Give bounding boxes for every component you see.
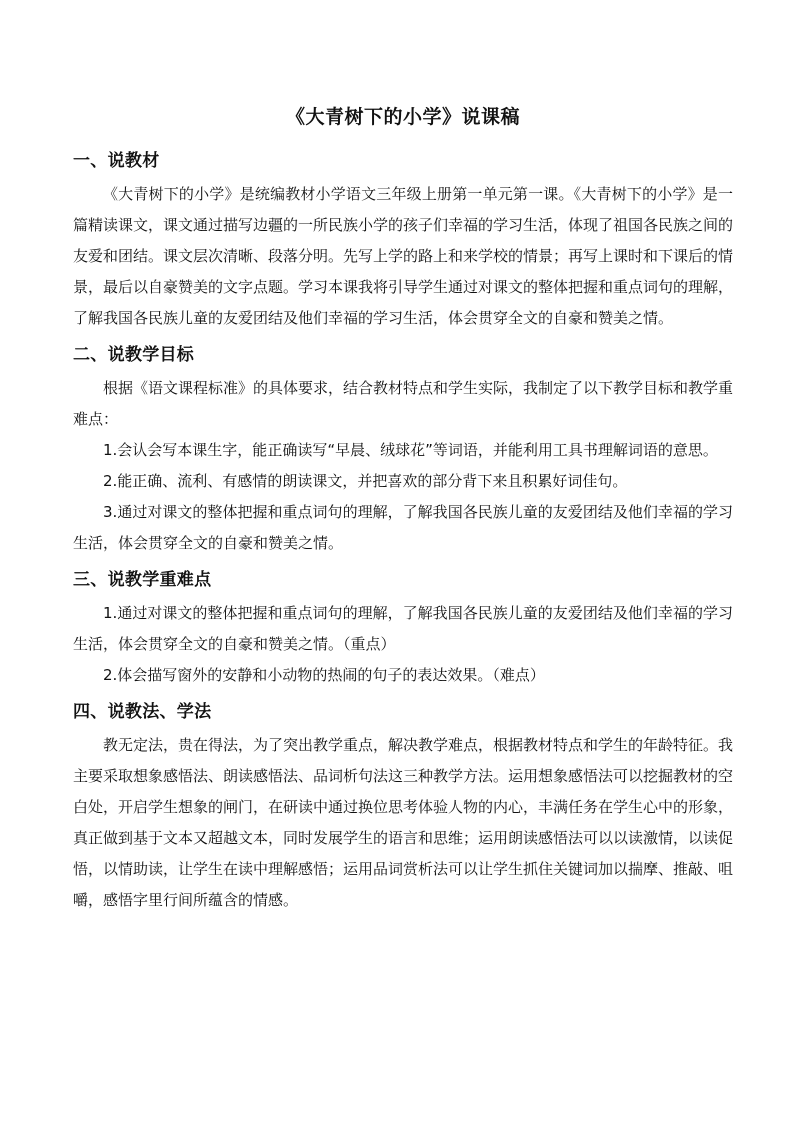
paragraph: 1.通过对课文的整体把握和重点词句的理解，了解我国各民族儿童的友爱团结及他们幸福的学习生活，体会贯穿全文的自豪和赞美之情。（重点） bbox=[73, 604, 733, 653]
paragraph: 根据《语文课程标准》的具体要求，结合教材特点和学生实际，我制定了以下教学目标和教学重难点： bbox=[73, 379, 734, 428]
section-teaching-methods bbox=[73, 696, 733, 916]
section-heading: 二、说教学目标 bbox=[73, 345, 195, 365]
paragraph: 1.会认会写本课生字，能正确读写“早晨、绒球花”等词语，并能利用工具书理解词语的意思。 bbox=[103, 441, 718, 459]
paragraph: 2.能正确、流利、有感情的朗读课文，并把喜欢的部分背下来且积累好词佳句。 bbox=[103, 472, 628, 490]
section-heading: 一、说教材 bbox=[73, 151, 160, 171]
section-teaching-goals bbox=[73, 339, 733, 559]
section-heading: 四、说教法、学法 bbox=[73, 702, 212, 722]
paragraph: 2.体会描写窗外的安静和小动物的热闹的句子的表达效果。（难点） bbox=[103, 666, 545, 684]
section-key-difficulties bbox=[73, 564, 733, 691]
paragraph: 教无定法，贵在得法，为了突出教学重点，解决教学难点，根据教材特点和学生的年龄特征。我主要采取想象感悟法、朗读感悟法、品词析句法这三种教学方法。运用想象感悟法可以挖掘教材的空白处，开启学生想象的闸门，在研读中通过换位思考体验人物的内心，丰满任务在学生心中的形象，真正做到基于文本又超越文本，同时发展学生的语言和思维；运用朗读感悟法可以以读激情，以读促悟，以情助读，让学生在读中理解感悟；运用品词赏析法可以让学生抓住关键词加以揣摩、推敲、咀嚼，感悟字里行间所蕴含的情感。 bbox=[73, 736, 734, 909]
paragraph: 《大青树下的小学》是统编教材小学语文三年级上册第一单元第一课。《大青树下的小学》是一篇精读课文，课文通过描写边疆的一所民族小学的孩子们幸福的学习生活，体现了祖国各民族之间的友爱和团结。课文层次清晰、段落分明。先写上学的路上和来学校的情景；再写上课时和下课后的情景，最后以自豪赞美的文字点题。学习本课我将引导学生通过对课文的整体把握和重点词句的理解，了解我国各民族儿童的友爱团结及他们幸福的学习生活，体会贯穿全文的自豪和赞美之情。 bbox=[73, 185, 734, 327]
document-body bbox=[73, 102, 733, 916]
paragraph: 3.通过对课文的整体把握和重点词句的理解，了解我国各民族儿童的友爱团结及他们幸福的学习生活，体会贯穿全文的自豪和赞美之情。 bbox=[73, 503, 733, 552]
document-title: 《大青树下的小学》说课稿 bbox=[285, 106, 520, 128]
section-textbook bbox=[73, 145, 733, 334]
section-heading: 三、说教学重难点 bbox=[73, 570, 212, 590]
